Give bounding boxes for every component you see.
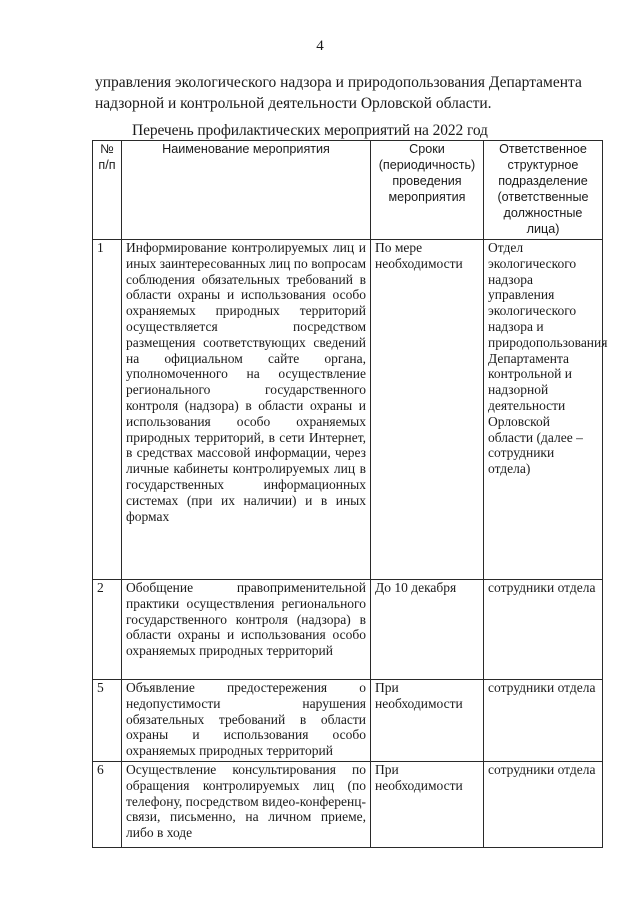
row-number: 1 — [93, 240, 122, 580]
intro-paragraph — [95, 72, 603, 114]
row-number: 6 — [93, 762, 122, 848]
row-number: 2 — [93, 580, 122, 680]
prevention-measures-table — [92, 140, 608, 848]
row-measure-name — [122, 240, 371, 580]
row-responsible: сотрудники отдела — [484, 762, 603, 848]
row-responsible: Отдел экологического надзора управления экологического надзора и природопользования Департамента контрольной и надзорной деятельности Орловской области (далее – сотрудники отдела) — [484, 240, 603, 580]
header-measure-name: Наименование мероприятия — [122, 141, 371, 240]
row-term: При необходимости — [371, 680, 484, 762]
table-row — [93, 680, 603, 762]
row-responsible: сотрудники отдела — [484, 680, 603, 762]
row-measure-name — [122, 762, 371, 848]
row-measure-text: Обобщение правоприменительной практики осуществления регионального государственного контроля (надзора) в области охраны и использования особо охраняемых природных территорий — [126, 580, 366, 659]
row-term: По мере необходимости — [371, 240, 484, 580]
intro-line: управления экологического надзора и природопользования Департамента — [95, 74, 582, 91]
table-row — [93, 240, 603, 580]
row-term: До 10 декабря — [371, 580, 484, 680]
table-row — [93, 580, 603, 680]
header-number: № п/п — [93, 141, 122, 240]
row-measure-name — [122, 580, 371, 680]
header-term: Сроки (периодичность) проведения мероприятия — [371, 141, 484, 240]
row-measure-text: Осуществление консультирования по обращения контролируемых лиц (по телефону, посредством видео-конференц-связи, письменно, на личном приеме, либо в ходе — [126, 762, 366, 841]
row-responsible: сотрудники отдела — [484, 580, 603, 680]
table-header-row — [93, 141, 603, 240]
page-number: 4 — [316, 38, 324, 54]
row-measure-text: Объявление предостережения о недопустимости нарушения обязательных требований в области охраны и использования особо охраняемых природных территорий — [126, 680, 366, 759]
table-title: Перечень профилактических мероприятий на 2022 год — [132, 122, 488, 139]
row-measure-name — [122, 680, 371, 762]
row-number: 5 — [93, 680, 122, 762]
row-term: При необходимости — [371, 762, 484, 848]
table-row — [93, 762, 603, 848]
intro-line: надзорной и контрольной деятельности Орловской области. — [95, 95, 492, 112]
row-measure-text: Информирование контролируемых лиц и иных заинтересованных лиц по вопросам соблюдения обязательных требований в области охраны и использования особо охраняемых природных территорий осуществляется посредством размещения соответствующих сведений на официальном сайте органа, уполномоченного на осуществление регионального государственного контроля (надзора) в области охраны и использования особо охраняемых природных территорий, в сети Интернет, в средствах массовой информации, через личные кабинеты контролируемых лиц в государственных информационных системах (при их наличии) и в иных формах — [126, 240, 366, 524]
header-responsible: Ответственное структурное подразделение (ответственные должностные лица) — [484, 141, 603, 240]
